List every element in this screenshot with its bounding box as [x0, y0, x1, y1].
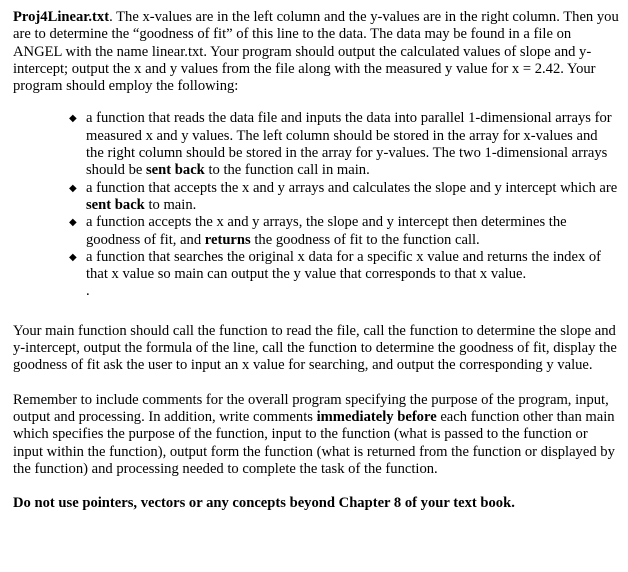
diamond-bullet-icon: ◆ [69, 113, 77, 125]
item-text: a function accepts the x and y arrays, the slope and y intercept then determines the goodness of fit, and [86, 214, 567, 248]
document-page [13, 9, 619, 512]
stray-dot: . [86, 283, 90, 300]
list-item [69, 110, 619, 179]
list-item [69, 249, 619, 284]
diamond-bullet-icon: ◆ [69, 182, 77, 194]
item-text: to main. [144, 196, 197, 213]
item-text: to the function call in main. [204, 162, 370, 179]
item-bold: sent back [146, 162, 205, 179]
intro-text: . The x-values are in the left column and the y-values are in the right column. Then you are to determine the “goodness of fit” of this line to the data. The data may be found in a file on ANGEL with the name linear.txt. Your program should output the calculated values of slope and y-intercept; output the x and y values from the file along with the measured y value for x = 2.42. Your program should employ the following: [13, 9, 619, 95]
list-item [69, 214, 619, 249]
restriction-note [13, 495, 619, 512]
comments-text: each function other than main which specifies the purpose of the function, input to the function (what is passed to the function or input within the function), output form the function (what is returned from the function or displayed by the function) and processing needed to complete the task of the function. [13, 408, 615, 477]
item-text: the goodness of fit to the function call. [250, 231, 480, 248]
requirements-list [13, 110, 619, 283]
main-function-paragraph: Your main function should call the function to read the file, call the function to determine the slope and y-intercept, output the formula of the line, call the function to determine the goodness of fit, display the goodness of fit ask the user to input an x value for searching, and output the corresponding y value. [13, 322, 617, 374]
item-text: a function that searches the original x data for a specific x value and returns the index of that x value so main can output the y value that corresponds to that x value. [86, 248, 602, 283]
item-text: a function that reads the data file and inputs the data into parallel 1-dimensional arrays for measured x and y values. The left column should be stored in the array for x-values and the right column should be stored in the array for y-values. The two 1-dimensional arrays should be [86, 110, 612, 179]
diamond-bullet-icon: ◆ [69, 217, 77, 229]
item-text: a function that accepts the x and y arrays and calculates the slope and y intercept which are [86, 179, 618, 196]
comments-bold: immediately before [316, 408, 437, 425]
restriction-text: Do not use pointers, vectors or any concepts beyond Chapter 8 of your text book. [13, 495, 515, 512]
list-item [69, 180, 619, 215]
item-bold: sent back [86, 196, 145, 213]
comments-text: Remember to include comments for the overall program specifying the purpose of the program, input, output and processing. In addition, write comments [13, 391, 609, 425]
project-title: Proj4Linear.txt [13, 9, 110, 25]
intro-paragraph [13, 9, 619, 95]
item-bold: returns [204, 231, 251, 248]
diamond-bullet-icon: ◆ [69, 251, 77, 263]
comments-paragraph [13, 392, 619, 478]
